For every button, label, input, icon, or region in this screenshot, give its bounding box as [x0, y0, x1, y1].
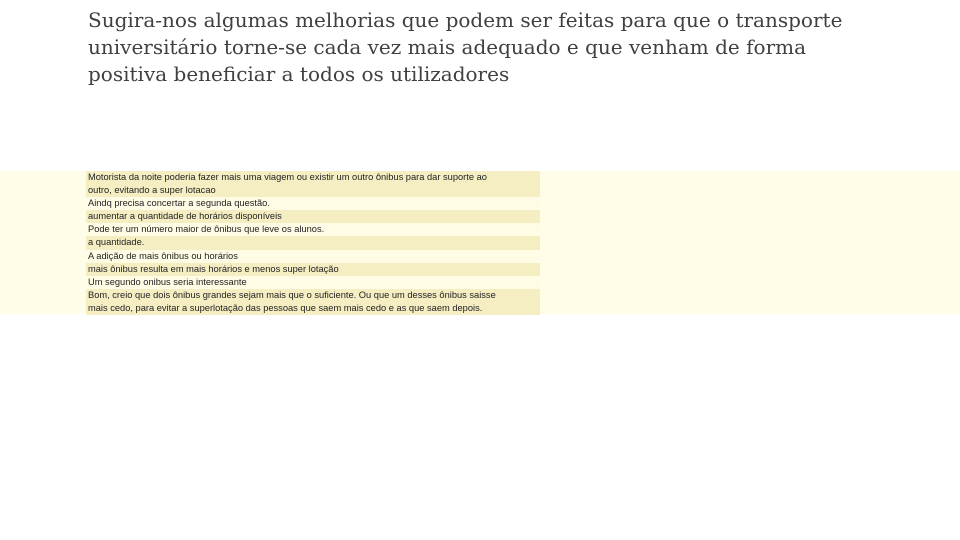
- slide-title: Sugira-nos algumas melhorias que podem ser feitas para que o transporte universitário torne-se cada vez mais adequado e que venham de forma positiva beneficiar a todos os utilizadores: [88, 8, 843, 86]
- response-line: outro, evitando a super lotacao: [86, 184, 540, 197]
- response-line: Um segundo onibus seria interessante: [86, 276, 540, 289]
- response-line: Motorista da noite poderia fazer mais uma viagem ou existir um outro ônibus para dar suporte ao: [86, 171, 540, 184]
- responses-list: [86, 171, 540, 315]
- response-line: mais ônibus resulta em mais horários e menos super lotação: [86, 263, 540, 276]
- response-line: A adição de mais ônibus ou horários: [86, 250, 540, 263]
- response-line: a quantidade.: [86, 236, 540, 249]
- response-line: aumentar a quantidade de horários disponíveis: [86, 210, 540, 223]
- response-line: mais cedo, para evitar a superlotação das pessoas que saem mais cedo e as que saem depois.: [86, 302, 540, 315]
- response-line: Bom, creio que dois ônibus grandes sejam mais que o suficiente. Ou que um desses ônibus saisse: [86, 289, 540, 302]
- response-line: Aindq precisa concertar a segunda questão.: [86, 197, 540, 210]
- response-line: Pode ter um número maior de ônibus que leve os alunos.: [86, 223, 540, 236]
